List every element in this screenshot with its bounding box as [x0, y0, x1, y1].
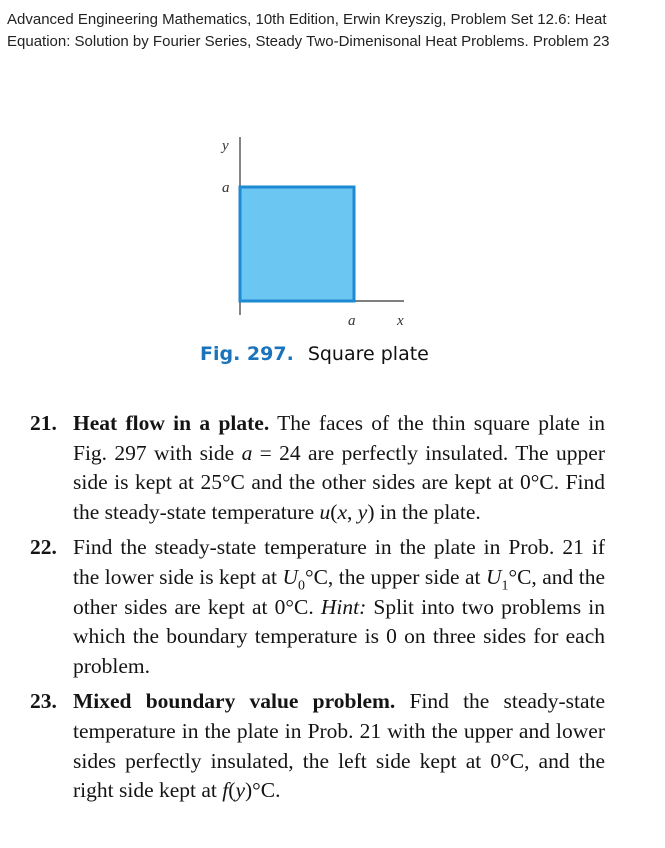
square-plate [240, 187, 354, 301]
math-var: y [235, 778, 245, 803]
problem-text: The faces of the thin square plate in Fig. 297 with side [73, 411, 605, 465]
problem-21 [30, 409, 605, 527]
problem-text: , [347, 499, 358, 524]
x-tick-label: a [348, 313, 356, 329]
header-text: Advanced Engineering Mathematics, 10th Edition, Erwin Kreyszig, Problem Set 12.6: Heat Equation: Solution by Fourier Series, Steady Two-Dimenisonal Heat Problems. Problem 23 [7, 11, 610, 50]
math-var: x [337, 499, 348, 524]
problem-number: 22. [30, 535, 57, 560]
problem-text: Find the steady-state temperature in the plate in Prob. 21 with the upper and lower sides perfectly insulated, the left side kept at 0°C, and the right side kept at [73, 689, 606, 803]
problem-22 [30, 533, 605, 681]
problem-text: = 24 are perfectly insulated. The upper side is kept at 25°C and the other sides are kept at 0°C. Find the steady-state temperature [73, 440, 605, 524]
problem-text: )°C. [244, 778, 281, 803]
math-subscript: 0 [298, 578, 305, 594]
y-tick-label: a [222, 180, 230, 196]
plate-diagram [0, 0, 665, 380]
y-axis-label: y [222, 138, 229, 154]
problem-text: ( [228, 778, 236, 803]
figure-caption [200, 343, 429, 365]
problem-number: 21. [30, 411, 57, 435]
problem-text: ) in the plate. [367, 499, 481, 524]
math-var: u [319, 499, 331, 524]
problem-text: °C, and the other sides are kept at 0°C. [73, 564, 606, 619]
problem-text: Find the steady-state temperature in the plate in Prob. 21 if the lower side is kept at [73, 535, 605, 589]
math-var: U [282, 564, 298, 589]
figure-number: Fig. 297. [200, 343, 294, 365]
x-axis-label: x [397, 313, 404, 329]
problem-title: Heat flow in a plate. [73, 411, 270, 435]
problem-23 [30, 687, 605, 805]
problem-text: °C, the upper side at [304, 564, 486, 589]
problem-number: 23. [30, 689, 57, 714]
math-var: y [357, 499, 368, 524]
hint-label: Hint: [320, 594, 367, 619]
math-var: U [485, 564, 502, 589]
math-var: a [241, 440, 253, 465]
figure-caption-text: Square plate [307, 343, 429, 365]
math-subscript: 1 [501, 578, 509, 594]
problem-title: Mixed boundary value problem. [73, 689, 396, 714]
problem-list [30, 409, 605, 806]
problem-text: ( [330, 499, 338, 524]
problem-text: Split into two problems in which the boundary temperature is 0 on three sides for each problem. [73, 594, 605, 678]
square-plate-figure [0, 0, 665, 380]
math-var: f [222, 778, 229, 803]
